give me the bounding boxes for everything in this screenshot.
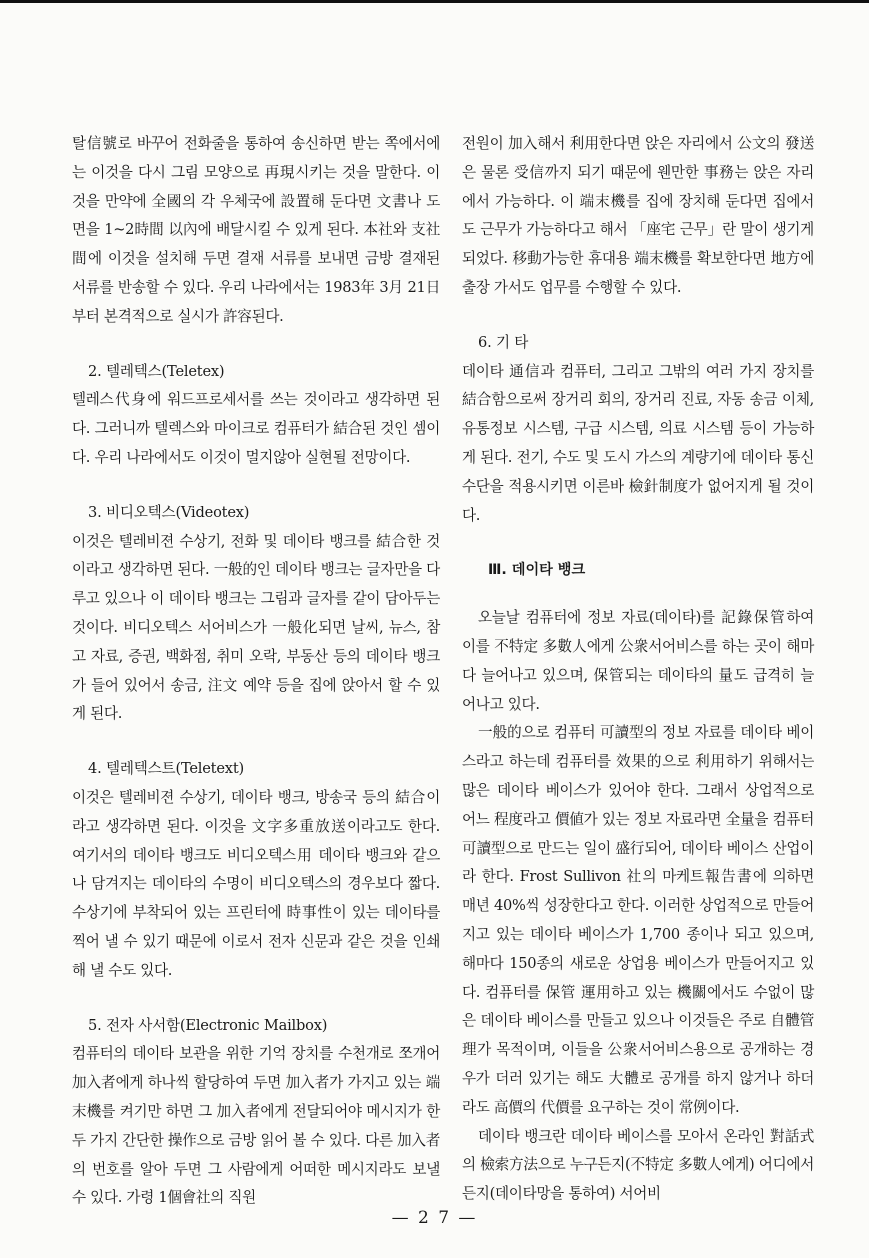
left-column: [72, 130, 440, 1213]
top-border-rule: [0, 0, 869, 3]
paragraph: 컴퓨터의 데이타 보관을 위한 기억 장치를 수천개로 쪼개어 加入者에게 하나씩 할당하여 두면 加入者가 가지고 있는 端末機를 켜기만 하면 그 加入者에게 전달되어야 메시지가 한두 가지 간단한 操作으로 금방 읽어 볼 수 있다. 다른 加入者의 번호를 알아 두면 그 사람에게 어떠한 메시지라도 보낼 수 있다. 가령 1個會社의 직원: [72, 1045, 440, 1207]
paragraph: 데이타 뱅크란 데이타 베이스를 모아서 온라인 對話式의 檢索方法으로 누구든지(不特定 多數人에게) 어디에서든지(데이타망을 통하여) 서어비: [462, 1127, 814, 1203]
section-heading-misc: 6. 기 타: [478, 333, 529, 351]
section-heading-teletext: 4. 텔레텍스트(Teletext): [88, 760, 244, 778]
paragraph: 一般的으로 컴퓨터 可讀型의 정보 자료를 데이타 베이스라고 하는데 컴퓨터를 效果的으로 利用하기 위해서는 많은 데이타 베이스가 있어야 한다. 그래서 상업적으로 어느 程度라고 價値가 있는 정보 자료라면 全量을 컴퓨터 可讀型으로 만드는 일이 盛行되어, 데이타 베이스 산업이라 한다. Frost Sullivon 社의 마케트報告書에 의하면 매년 40%씩 성장한다고 한다. 이러한 상업적으로 만들어지고 있는 데이타 베이스가 1,700 종이나 되고 있으며, 해마다 150종의 새로운 상업용 베이스가 만들어지고 있다. 컴퓨터를 保管 運用하고 있는 機關에서도 수없이 많은 데이타 베이스를 만들고 있으나 이것들은 주로 自體管理가 목적이며, 이들을 公衆서어비스용으로 공개하는 경우가 더러 있기는 해도 大體로 공개를 하지 않거나 하더라도 高價의 代價를 요구하는 것이 常例이다.: [462, 724, 814, 1116]
right-column: [462, 130, 814, 1209]
paragraph: 전원이 加入해서 利用한다면 앉은 자리에서 公文의 發送은 물론 受信까지 되기 때문에 웬만한 事務는 앉은 자리에서 가능하다. 이 端末機를 집에 장치해 둔다면 집에서도 근무가 가능하다고 해서 「座宅 근무」란 말이 생기게 되었다. 移動가능한 휴대용 端末機를 확보한다면 地方에 출장 가서도 업무를 수행할 수 있다.: [462, 135, 814, 296]
paragraph: 텔레스代身에 워드프로세서를 쓰는 것이라고 생각하면 된다. 그러니까 텔렉스와 마이크로 컴퓨터가 結合된 것인 셈이다. 우리 나라에서도 이것이 멀지않아 실현될 전망이다.: [72, 391, 440, 466]
paragraph: 데이타 通信과 컴퓨터, 그리고 그밖의 여러 가지 장치를 結合함으로써 장거리 회의, 장거리 진료, 자동 송금 이체, 유통정보 시스템, 구급 시스템, 의료 시스템 등이 가능하게 된다. 전기, 수도 및 도시 가스의 계량기에 데이타 통신 수단을 적용시키면 이른바 檢針制度가 없어지게 될 것이다.: [462, 362, 814, 524]
section-heading-teletex: 2. 텔레텍스(Teletex): [88, 362, 225, 380]
page-number: — 2 7 —: [391, 1208, 478, 1228]
paragraph: 탈信號로 바꾸어 전화줄을 통하여 송신하면 받는 쪽에서에는 이것을 다시 그림 모양으로 再現시키는 것을 말한다. 이것을 만약에 全國의 각 우체국에 設置해 둔다면 文書나 도면을 1~2時間 以內에 배달시킬 수 있게 된다. 本社와 支社間에 이것을 설치해 두면 결재 서류를 보내면 금방 결재된 서류를 반송할 수 있다. 우리 나라에서는 1983年 3月 21日부터 본격적으로 실시가 許容된다.: [72, 135, 440, 325]
section-heading-data-bank: Ⅲ. 데이타 뱅크: [488, 562, 586, 579]
paragraph: 오늘날 컴퓨터에 정보 자료(데이타)를 記錄保管하여 이를 不特定 多數人에게 公衆서어비스를 하는 곳이 해마다 늘어나고 있으며, 保管되는 데이타의 量도 급격히 늘어나고 있다.: [462, 609, 814, 713]
paragraph: 이것은 텔레비젼 수상기, 전화 및 데이타 뱅크를 結合한 것이라고 생각하면 된다. 一般的인 데이타 뱅크는 글자만을 다루고 있으나 이 데이타 뱅크는 그림과 글자를 같이 담아두는 것이다. 비디오텍스 서어비스가 一般化되면 날씨, 뉴스, 참고 자료, 증권, 백화점, 취미 오락, 부동산 등의 데이타 뱅크가 들어 있어서 송금, 注文 예약 등을 집에 앉아서 할 수 있게 된다.: [72, 532, 440, 723]
section-heading-electronic-mailbox: 5. 전자 사서함(Electronic Mailbox): [88, 1016, 328, 1034]
section-heading-videotex: 3. 비디오텍스(Videotex): [88, 503, 250, 521]
paragraph: 이것은 텔레비젼 수상기, 데이타 뱅크, 방송국 등의 結合이라고 생각하면 된다. 이것을 文字多重放送이라고도 한다. 여기서의 데이타 뱅크도 비디오텍스用 데이타 뱅크와 같으나 담겨지는 데이타의 수명이 비디오텍스의 경우보다 짧다. 수상기에 부착되어 있는 프린터에 時事性이 있는 데이타를 찍어 낼 수 있기 때문에 이로서 전자 신문과 같은 것을 인쇄해 낼 수도 있다.: [72, 788, 440, 979]
